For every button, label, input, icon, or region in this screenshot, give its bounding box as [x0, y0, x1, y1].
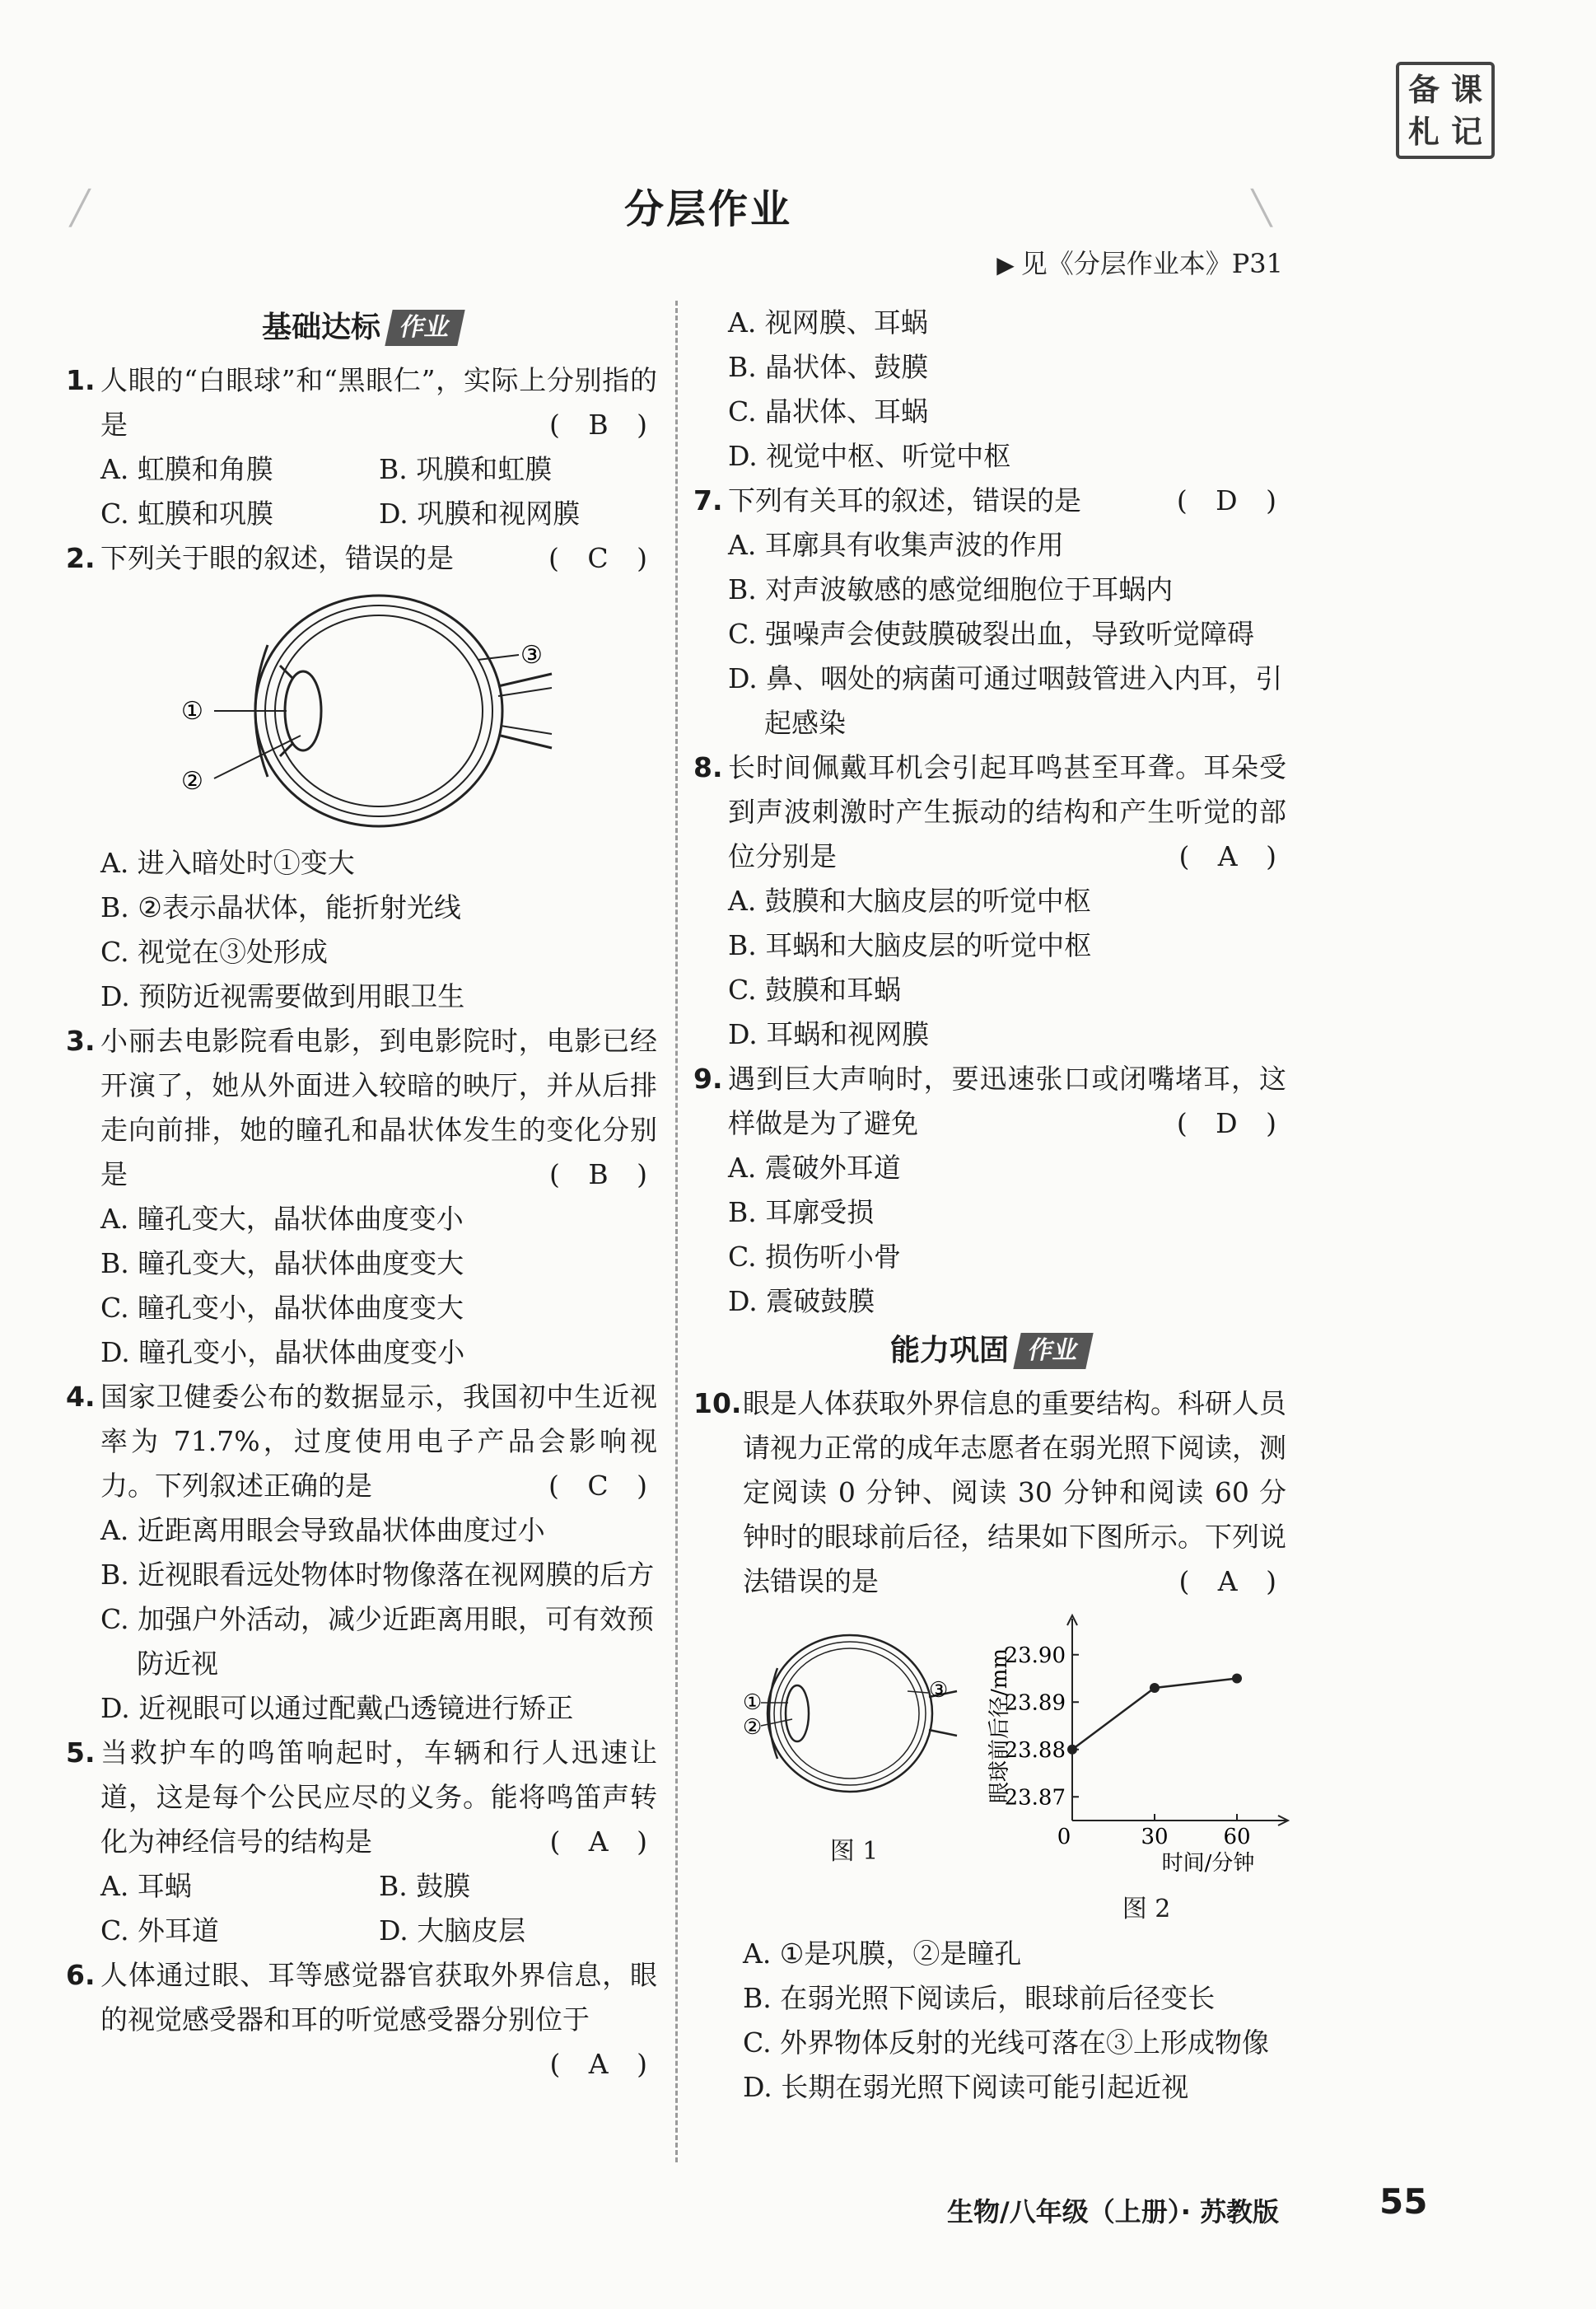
- data-point: [1232, 1674, 1242, 1684]
- label-1: ①: [743, 1690, 763, 1715]
- label-2: ②: [181, 767, 203, 796]
- x-tick-label: 0: [1057, 1825, 1071, 1849]
- question-number: 1.: [66, 364, 96, 396]
- question-text: 下列有关耳的叙述，错误的是: [728, 484, 1081, 516]
- question-text: 人眼的“白眼球”和“黑眼仁”，实际上分别指的是: [100, 364, 657, 441]
- option: B. 耳蜗和大脑皮层的听觉中枢: [728, 929, 1092, 961]
- question-number: 4.: [66, 1381, 96, 1413]
- question-8: [693, 746, 1286, 1057]
- stamp-char: 课: [1450, 71, 1482, 108]
- option: B. 瞳孔变大，晶状体曲度变大: [100, 1247, 464, 1279]
- question-text: 下列关于眼的叙述，错误的是: [100, 542, 454, 574]
- label-1: ①: [181, 697, 203, 726]
- figures: [743, 1610, 1286, 1932]
- column-divider: [675, 301, 678, 2162]
- figure-1: [743, 1610, 965, 1874]
- y-axis-label: 眼球前后径/mm: [987, 1648, 1012, 1804]
- question-6: [66, 1953, 657, 2087]
- figure-1-caption: 图 1: [829, 1837, 879, 1866]
- eye-length-chart: [982, 1610, 1311, 1874]
- option: A. 鼓膜和大脑皮层的听觉中枢: [728, 885, 1091, 917]
- eye-diagram: [181, 587, 609, 834]
- label-3: ③: [520, 641, 543, 670]
- question-5: [66, 1731, 657, 1953]
- left-column: [66, 301, 657, 2087]
- option: D. 大脑皮层: [379, 1914, 526, 1947]
- y-tick-label: 23.87: [1004, 1785, 1066, 1811]
- option: B. 在弱光照下阅读后，眼球前后径变长: [743, 1982, 1216, 2014]
- option: C. 视觉在③处形成: [100, 936, 329, 968]
- question-2: [66, 536, 657, 1019]
- answer: ( C ): [548, 1470, 657, 1502]
- question-number: 8.: [693, 751, 723, 783]
- question-number: 2.: [66, 542, 96, 574]
- question-text: 国家卫健委公布的数据显示，我国初中生近视率为 71.7%，过度使用电子产品会影响视力。下列叙述正确的是: [100, 1381, 657, 1502]
- section-badge: 作业: [1013, 1333, 1093, 1369]
- option: D. 近视眼可以通过配戴凸透镜进行矫正: [100, 1692, 574, 1724]
- leaf-decoration-icon: ╱: [70, 189, 91, 227]
- question-7: [693, 479, 1286, 746]
- option: A. 近距离用眼会导致晶状体曲度过小: [100, 1514, 545, 1546]
- option: A. 耳蜗: [100, 1870, 192, 1902]
- answer: ( A ): [1178, 840, 1286, 872]
- question-number: 10.: [693, 1387, 742, 1419]
- option: C. 外界物体反射的光线可落在③上形成物像: [743, 2026, 1270, 2059]
- question-text: 眼是人体获取外界信息的重要结构。科研人员请视力正常的成年志愿者在弱光照下阅读，测定阅读 0 分钟、阅读 30 分钟和阅读 60 分钟时的眼球前后径，结果如下图所示。下列说法错误的是: [743, 1387, 1286, 1597]
- y-tick-label: 23.90: [1004, 1643, 1066, 1668]
- section-basic: [66, 301, 657, 355]
- data-point: [1150, 1683, 1160, 1693]
- option: B. 巩膜和虹膜: [379, 453, 553, 485]
- answer: ( C ): [548, 542, 657, 574]
- data-point: [1067, 1745, 1077, 1755]
- question-number: 6.: [66, 1959, 96, 1991]
- option: D. 视觉中枢、听觉中枢: [728, 440, 1011, 472]
- answer: ( D ): [1176, 1107, 1286, 1139]
- stamp-char: 札: [1407, 113, 1440, 150]
- question-3: [66, 1019, 657, 1375]
- option: D. 长期在弱光照下阅读可能引起近视: [743, 2071, 1189, 2103]
- answer: ( D ): [1176, 484, 1286, 516]
- question-text: 当救护车的鸣笛响起时，车辆和行人迅速让道，这是每个公民应尽的义务。能将鸣笛声转化为神经信号的结构是: [100, 1736, 657, 1858]
- option: C. 虹膜和巩膜: [100, 498, 274, 530]
- section-ability: [693, 1324, 1286, 1378]
- option: A. 耳廓具有收集声波的作用: [728, 529, 1064, 561]
- answer: ( A ): [1178, 1565, 1286, 1597]
- x-axis-label: 时间/分钟: [1161, 1851, 1255, 1874]
- question-text: 长时间佩戴耳机会引起耳鸣甚至耳聋。耳朵受到声波刺激时产生振动的结构和产生听觉的部位分别是: [728, 751, 1286, 872]
- answer: ( B ): [549, 1158, 657, 1190]
- question-text: 人体通过眼、耳等感觉器官获取外界信息，眼的视觉感受器和耳的听觉感受器分别位于: [100, 1959, 657, 2036]
- option: A. 视网膜、耳蜗: [728, 306, 928, 339]
- question-text: 遇到巨大声响时，要迅速张口或闭嘴堵耳，这样做是为了避免: [728, 1063, 1286, 1139]
- option: A. 震破外耳道: [728, 1152, 901, 1184]
- question-1: [66, 358, 657, 536]
- option: A. 进入暗处时①变大: [100, 847, 355, 879]
- option: C. 外耳道: [100, 1914, 220, 1947]
- question-number: 5.: [66, 1736, 96, 1769]
- option: B. ②表示晶状体，能折射光线: [100, 891, 461, 923]
- page-number: 55: [1379, 2181, 1428, 2222]
- option: D. 瞳孔变小，晶状体曲度变小: [100, 1336, 465, 1368]
- footer-book-info: 生物/八年级（上册）· 苏教版: [947, 2196, 1279, 2227]
- option: A. 瞳孔变大，晶状体曲度变小: [100, 1203, 464, 1235]
- leaf-decoration-icon: ╲: [1252, 189, 1272, 227]
- question-text: 小丽去电影院看电影，到电影院时，电影已经开演了，她从外面进入较暗的映厅，并从后排走向前排，她的瞳孔和晶状体发生的变化分别是: [100, 1025, 657, 1190]
- option: C. 加强户外活动，减少近距离用眼，可有效预防近视: [100, 1603, 655, 1680]
- option: D. 预防近视需要做到用眼卫生: [100, 980, 465, 1012]
- question-6-options: [693, 301, 1286, 479]
- question-number: 9.: [693, 1063, 723, 1095]
- section-badge: 作业: [385, 310, 464, 346]
- question-4: [66, 1375, 657, 1731]
- x-tick-label: 60: [1223, 1825, 1251, 1849]
- option: A. ①是巩膜，②是瞳孔: [743, 1937, 1022, 1970]
- option: C. 损伤听小骨: [728, 1241, 902, 1273]
- section-label: 基础达标: [261, 311, 380, 344]
- option: D. 巩膜和视网膜: [379, 498, 581, 530]
- option: D. 震破鼓膜: [728, 1285, 875, 1317]
- y-tick-label: 23.88: [1004, 1737, 1066, 1763]
- option: C. 鼓膜和耳蜗: [728, 974, 902, 1006]
- label-2: ②: [743, 1715, 763, 1740]
- stamp-char: 记: [1450, 113, 1482, 150]
- y-tick-label: 23.89: [1004, 1690, 1066, 1716]
- right-column: [693, 301, 1286, 2110]
- option: B. 对声波敏感的感觉细胞位于耳蜗内: [728, 573, 1174, 605]
- option: C. 晶状体、耳蜗: [728, 395, 929, 428]
- question-number: 3.: [66, 1025, 96, 1057]
- workbook-reference: ▶ 见《分层作业本》P31: [996, 243, 1283, 281]
- eye-diagram-small: [743, 1610, 965, 1816]
- question-number: 7.: [693, 484, 723, 516]
- question-10: [693, 1381, 1286, 2110]
- option: B. 晶状体、鼓膜: [728, 351, 929, 383]
- option: B. 鼓膜: [379, 1870, 471, 1902]
- notes-stamp: [1396, 62, 1495, 159]
- answer: ( A ): [549, 1825, 657, 1858]
- option: C. 瞳孔变小，晶状体曲度变大: [100, 1292, 464, 1324]
- x-tick-label: 30: [1141, 1825, 1169, 1849]
- option: D. 耳蜗和视网膜: [728, 1018, 930, 1050]
- label-3: ③: [929, 1678, 949, 1703]
- option: B. 耳廓受损: [728, 1196, 875, 1228]
- page-title: 分层作业: [623, 186, 792, 232]
- option: A. 虹膜和角膜: [100, 453, 273, 485]
- question-9: [693, 1057, 1286, 1324]
- stamp-char: 备: [1407, 71, 1440, 108]
- option: B. 近视眼看远处物体时物像落在视网膜的后方: [100, 1559, 655, 1591]
- section-label: 能力巩固: [889, 1334, 1009, 1367]
- option: D. 鼻、咽处的病菌可通过咽鼓管进入内耳，引起感染: [728, 662, 1283, 739]
- option: C. 强噪声会使鼓膜破裂出血，导致听觉障碍: [728, 618, 1255, 650]
- figure-2-caption: 图 2: [1122, 1895, 1171, 1923]
- answer: ( A ): [549, 2048, 657, 2080]
- figure-2: [982, 1610, 1311, 1932]
- answer: ( B ): [549, 409, 657, 441]
